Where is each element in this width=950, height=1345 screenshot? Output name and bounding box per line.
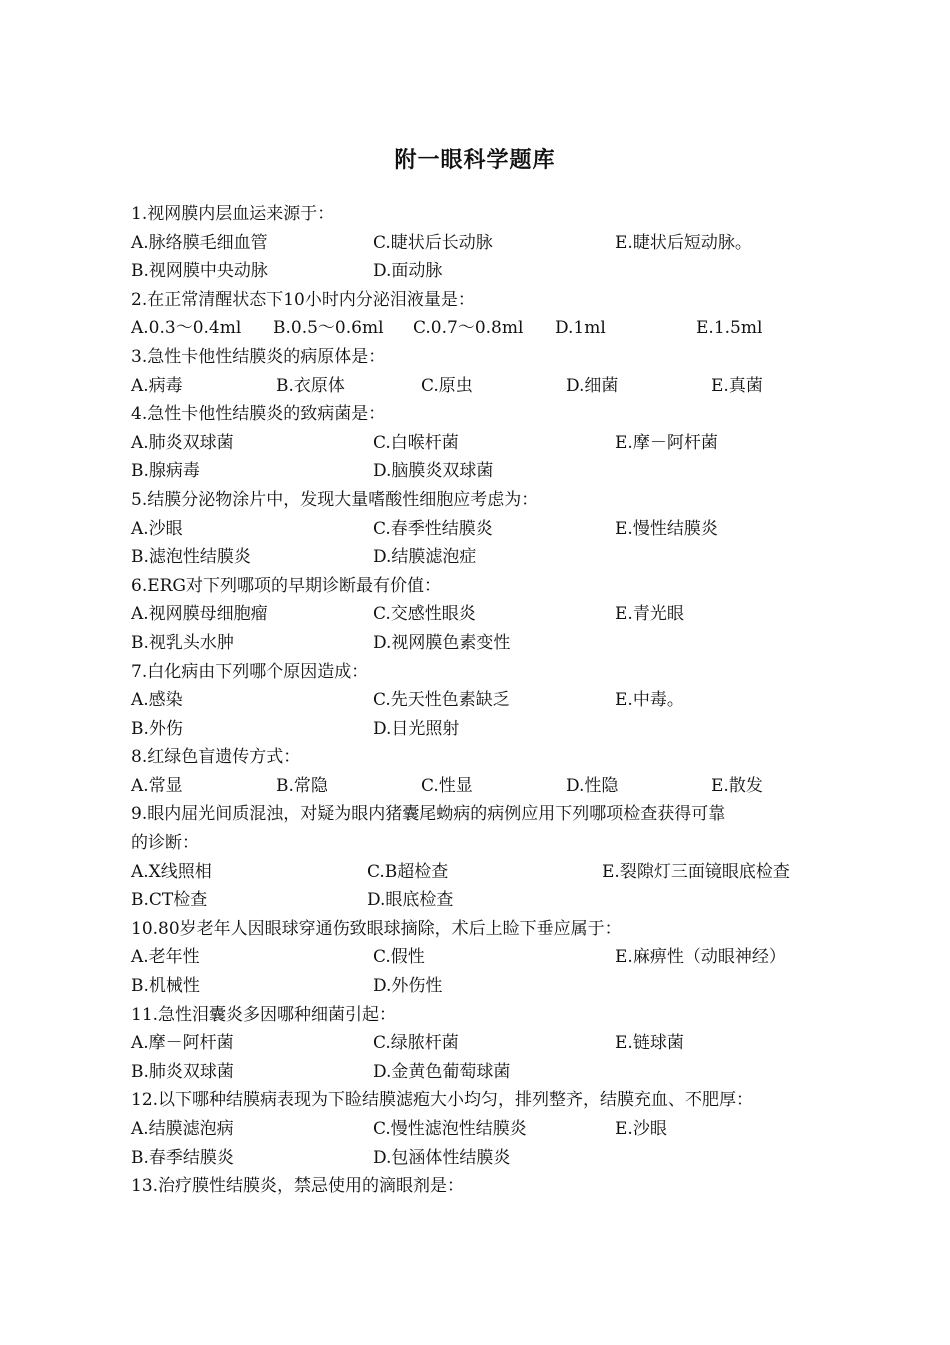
option-e: E.中毒。 <box>615 690 684 711</box>
option-d: D.日光照射 <box>373 718 460 739</box>
option-b: B.春季结膜炎 <box>131 1147 234 1168</box>
question-10 <box>131 915 831 944</box>
option-b: B.肺炎双球菌 <box>131 1061 234 1082</box>
option-a: A.摩－阿杆菌 <box>131 1033 234 1054</box>
options-row <box>131 1115 831 1144</box>
options-row <box>131 943 831 972</box>
options-row <box>131 715 831 744</box>
option-b: B.机械性 <box>131 976 200 997</box>
option-b: B.滤泡性结膜炎 <box>131 547 251 568</box>
option-b: B.腺病毒 <box>131 461 200 482</box>
options-row <box>131 543 831 572</box>
question-text: 7.白化病由下列哪个原因造成： <box>131 661 369 682</box>
page-title: 附一眼科学题库 <box>394 147 556 173</box>
option-b: B.衣原体 <box>276 375 345 396</box>
options-row <box>131 229 831 258</box>
option-e: E.真菌 <box>711 375 763 396</box>
option-e: E.沙眼 <box>615 1119 667 1139</box>
option-c: C.春季性结膜炎 <box>373 518 493 539</box>
options-row <box>131 858 831 887</box>
option-b: B.外伤 <box>131 718 183 739</box>
option-c: C.原虫 <box>421 375 473 396</box>
option-c: C.B超检查 <box>367 861 449 882</box>
option-a: A.脉络膜毛细血管 <box>131 232 268 253</box>
option-d: D.金黄色葡萄球菌 <box>373 1061 511 1082</box>
question-text: 1.视网膜内层血运来源于： <box>131 204 335 224</box>
question-5 <box>131 486 831 515</box>
option-d: D.性隐 <box>566 775 619 796</box>
option-a: A.X线照相 <box>131 861 212 882</box>
option-e: E.链球菌 <box>615 1033 684 1054</box>
question-4 <box>131 400 831 429</box>
option-c: C.先天性色素缺乏 <box>373 690 510 711</box>
options-row <box>131 772 831 801</box>
question-text: 8.红绿色盲遗传方式： <box>131 747 301 768</box>
question-8 <box>131 743 831 772</box>
question-text-line-2: 的诊断： <box>131 833 199 854</box>
option-d: D.细菌 <box>566 375 619 396</box>
question-7 <box>131 658 831 687</box>
option-a: A.视网膜母细胞瘤 <box>131 604 268 625</box>
option-a: A.病毒 <box>131 375 183 396</box>
option-c: C.白喉杆菌 <box>373 432 459 453</box>
option-d: D.包涵体性结膜炎 <box>373 1147 511 1168</box>
option-b: B.常隐 <box>276 775 328 796</box>
option-c: C.慢性滤泡性结膜炎 <box>373 1119 527 1139</box>
option-b: B.视网膜中央动脉 <box>131 261 268 282</box>
question-text: 2.在正常清醒状态下10小时内分泌泪液量是： <box>131 289 475 310</box>
option-e: E.睫状后短动脉。 <box>615 232 752 253</box>
option-e: E.裂隙灯三面镜眼底检查 <box>602 861 790 882</box>
option-d: D.1ml <box>555 318 606 339</box>
options-row <box>131 1058 831 1087</box>
option-d: D.眼底检查 <box>367 890 454 911</box>
question-text: 6.ERG对下列哪项的早期诊断最有价值： <box>131 575 442 596</box>
options-row <box>131 372 831 401</box>
question-2 <box>131 286 831 315</box>
option-c: C.假性 <box>373 947 425 968</box>
options-row <box>131 629 831 658</box>
question-9-cont <box>131 829 831 858</box>
question-text: 12.以下哪种结膜病表现为下睑结膜滤疱大小均匀，排列整齐，结膜充血、不肥厚： <box>131 1090 754 1111</box>
option-c: C.0.7～0.8ml <box>413 318 524 339</box>
options-row <box>131 457 831 486</box>
option-d: D.脑膜炎双球菌 <box>373 461 494 482</box>
question-text: 3.急性卡他性结膜炎的病原体是： <box>131 346 386 367</box>
option-b: B.视乳头水肿 <box>131 632 234 653</box>
options-row <box>131 686 831 715</box>
option-a: A.感染 <box>131 690 183 711</box>
option-c: C.绿脓杆菌 <box>373 1033 459 1054</box>
option-a: A.常显 <box>131 775 183 796</box>
option-b: B.0.5～0.6ml <box>273 318 384 339</box>
question-list <box>131 200 831 1201</box>
option-a: A.老年性 <box>131 947 200 968</box>
options-row <box>131 429 831 458</box>
options-row <box>131 257 831 286</box>
question-text: 10.80岁老年人因眼球穿通伤致眼球摘除，术后上睑下垂应属于： <box>131 918 622 939</box>
question-3 <box>131 343 831 372</box>
question-text-line-1: 9.眼内屈光间质混浊，对疑为眼内猪囊尾蚴病的病例应用下列哪项检查获得可靠 <box>131 804 726 825</box>
question-text: 13.治疗膜性结膜炎，禁忌使用的滴眼剂是： <box>131 1176 465 1197</box>
question-text: 5.结膜分泌物涂片中，发现大量嗜酸性细胞应考虑为： <box>131 489 539 510</box>
options-row <box>131 972 831 1001</box>
option-e: E.麻痹性（动眼神经） <box>615 947 786 968</box>
option-a: A.沙眼 <box>131 518 183 539</box>
option-d: D.外伤性 <box>373 976 443 997</box>
option-c: C.交感性眼炎 <box>373 604 476 625</box>
option-e: E.慢性结膜炎 <box>615 518 718 539</box>
option-d: D.结膜滤泡症 <box>373 547 477 568</box>
option-e: E.1.5ml <box>696 318 763 339</box>
question-12 <box>131 1086 831 1115</box>
question-1 <box>131 200 831 229</box>
question-9 <box>131 800 831 829</box>
option-d: D.面动脉 <box>373 261 443 282</box>
option-e: E.散发 <box>711 775 763 796</box>
options-row <box>131 515 831 544</box>
option-d: D.视网膜色素变性 <box>373 632 511 653</box>
options-row <box>131 886 831 915</box>
option-a: A.0.3～0.4ml <box>131 318 242 339</box>
option-c: C.睫状后长动脉 <box>373 232 493 253</box>
options-row <box>131 600 831 629</box>
option-e: E.青光眼 <box>615 604 684 625</box>
options-row <box>131 1029 831 1058</box>
option-e: E.摩－阿杆菌 <box>615 432 718 453</box>
option-a: A.肺炎双球菌 <box>131 432 234 453</box>
question-13 <box>131 1172 831 1201</box>
option-c: C.性显 <box>421 775 473 796</box>
options-row <box>131 314 831 343</box>
question-text: 4.急性卡他性结膜炎的致病菌是： <box>131 404 386 425</box>
option-a: A.结膜滤泡病 <box>131 1119 234 1139</box>
question-11 <box>131 1001 831 1030</box>
option-b: B.CT检查 <box>131 890 208 911</box>
question-6 <box>131 572 831 601</box>
question-text: 11.急性泪囊炎多因哪种细菌引起： <box>131 1004 397 1025</box>
options-row <box>131 1144 831 1173</box>
